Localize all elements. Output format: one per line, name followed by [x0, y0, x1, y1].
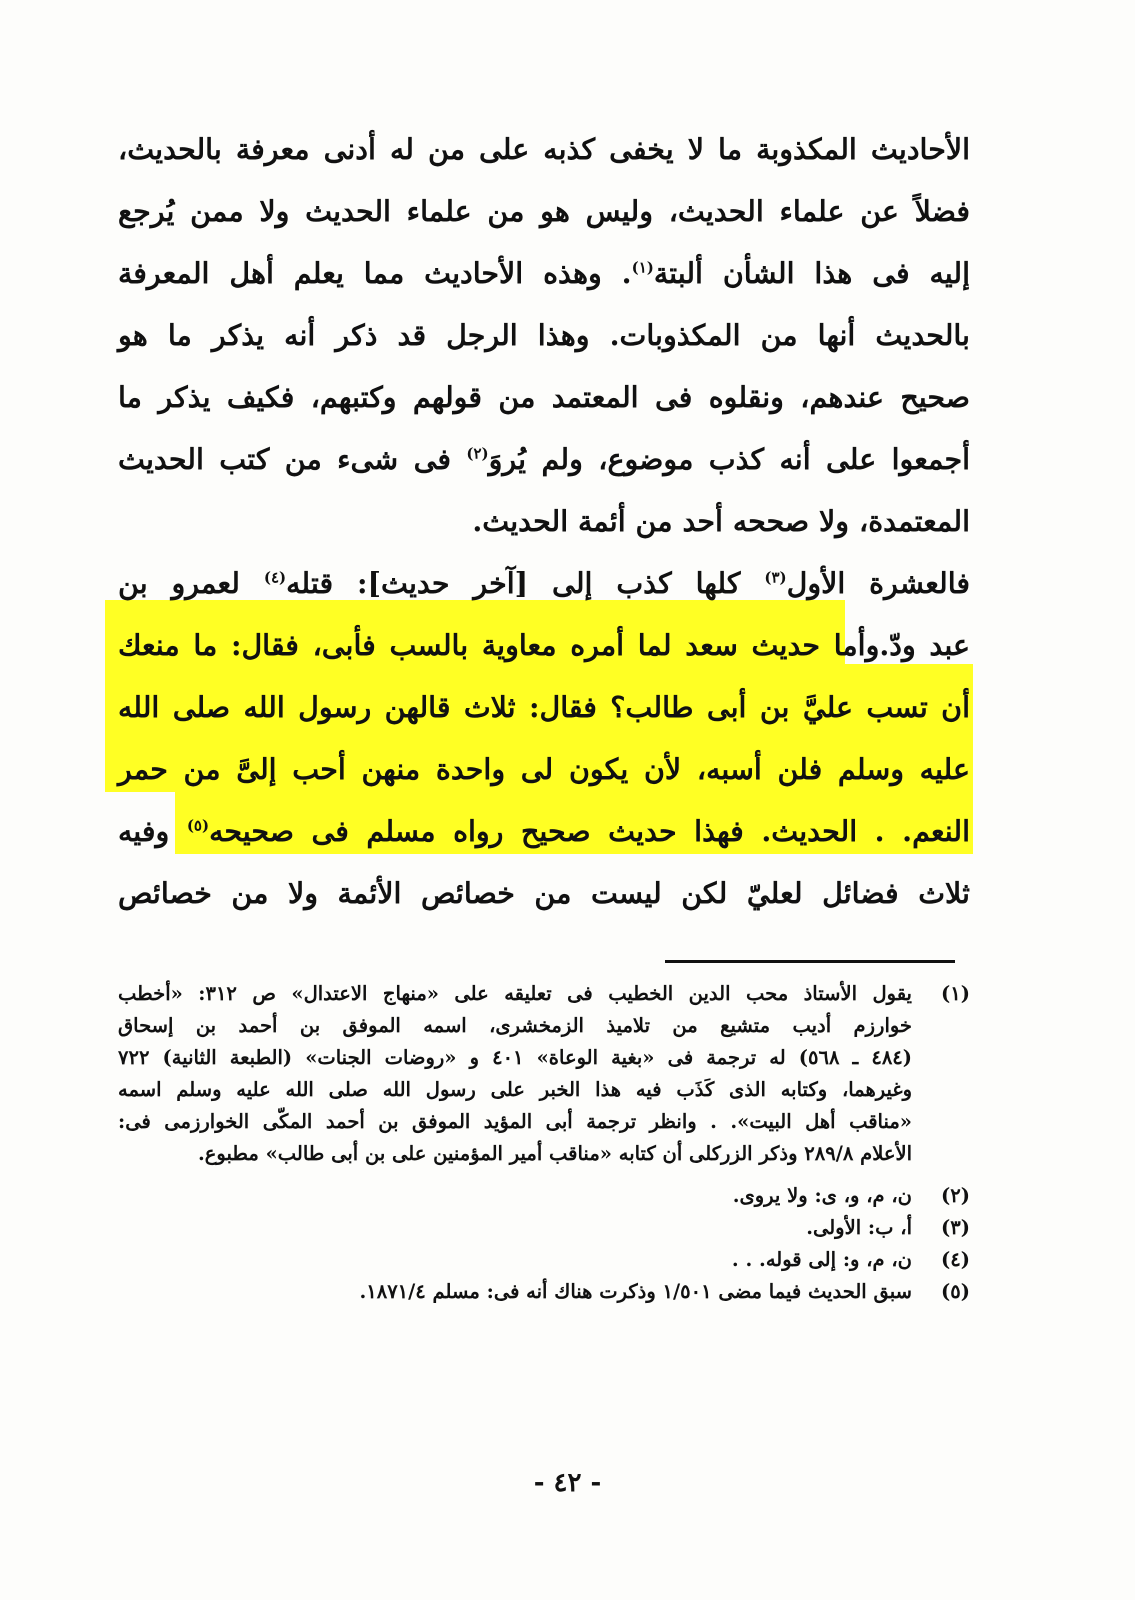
page-number: - ٤٢ -: [533, 1468, 602, 1498]
highlighted-text: وأما حديث سعد لما أمره معاوية بالسب فأبى، فقال: ما منعك: [118, 628, 880, 662]
footnote-2: (٢) ن، م، و، ى: ولا يروى.: [118, 1180, 970, 1212]
footnote-separator: [665, 960, 955, 963]
highlighted-text: النعم. . الحديث. فهذا حديث صحيح رواه مسلم فى صحيحه: [209, 814, 970, 848]
text-line: [118, 738, 970, 800]
text-line: فضلاً عن علماء الحديث، وليس هو من علماء الحديث ولا ممن يُرجع: [118, 194, 970, 228]
footnote-number: (٣): [941, 1216, 970, 1239]
footnote-number: (٥): [941, 1280, 970, 1303]
footnote-number: (١): [941, 982, 970, 1005]
footnote-ref: (٤): [263, 568, 287, 587]
footnote-5: (٥) سبق الحديث فيما مضى ١/٥٠١ وذكرت هناك أنه فى: مسلم ١٨٧١/٤.: [118, 1276, 970, 1308]
highlighted-text: أن تسب عليَّ بن أبى طالب؟ فقال: ثلاث قالهن رسول الله صلى الله: [118, 690, 970, 724]
highlighted-text: عليه وسلم فلن أسبه، لأن يكون لى واحدة منهن أحب إلىَّ من حمر: [118, 752, 970, 786]
text-line: فالعشرة الأول$^{(٣)}$ كلها كذب إلى [آخر حديث]: قتله$^{(٤)}$ لعمرو بن: [118, 566, 971, 600]
text-line: الأحاديث المكذوبة ما لا يخفى كذبه على من له أدنى معرفة بالحديث،: [118, 132, 970, 166]
text-line: ثلاث فضائل لعليّ لكن ليست من خصائص الأئمة ولا من خصائص: [118, 876, 970, 910]
footnotes: [118, 978, 970, 1308]
footnote-ref: (٣): [764, 568, 787, 587]
footnote-1: (١) يقول الأستاذ محب الدين الخطيب فى تعليقه على «منهاج الاعتدال» ص ٣١٢: «أخطب خوارزم أديب متشيع من تلاميذ الزمخشرى، اسمه الموفق بن أحمد بن إسحاق (٤٨٤ ـ ٥٦٨) له ترجمة فى «بغية الوعاة» ٤٠١ و «روضات الجنات» (الطبعة الثانية) ٧٢٢ وغيرهما، وكتابه الذى كَذَب فيه هذا الخبر على رسول الله صلى الله عليه وسلم اسمه «مناقب أهل البيت». . وانظر ترجمة أبى المؤيد الموفق بن أحمد المكّى الخوارزمى فى: الأعلام ٢٨٩/٨ وذكر الزركلى أن كتابه «مناقب أمير المؤمنين على بن أبى طالب» مطبوع.: [118, 978, 970, 1170]
footnote-number: (٤): [941, 1248, 970, 1271]
body-text: [118, 118, 970, 924]
footnote-number: (٢): [941, 1184, 970, 1207]
footnote-ref: (٢): [466, 444, 489, 463]
footnote-ref: (٥): [186, 816, 210, 835]
text-line: صحيح عندهم، ونقلوه فى المعتمد من قولهم وكتبهم، فكيف يذكر ما: [118, 380, 970, 414]
text-line: [118, 676, 970, 738]
text-line: النعم. . الحديث. فهذا حديث صحيح رواه مسلم فى صحيحه$^{(٥)}$ وفيه: [118, 814, 970, 848]
text-line: أجمعوا على أنه كذب موضوع، ولم يُروَ$^{(٢)}$ فى شىء من كتب الحديث: [118, 442, 971, 476]
text-line: بالحديث أنها من المكذوبات. وهذا الرجل قد ذكر أنه يذكر ما هو: [118, 318, 970, 352]
footnote-ref: (١): [631, 258, 654, 277]
footnote-4: (٤) ن، م، و: إلى قوله. . .: [118, 1244, 970, 1276]
footnote-3: (٣) أ، ب: الأولى.: [118, 1212, 970, 1244]
text-line: إليه فى هذا الشأن ألبتة$^{(١)}$. وهذه الأحاديث مما يعلم أهل المعرفة: [118, 256, 970, 290]
text-line: المعتمدة، ولا صححه أحد من أئمة الحديث.: [472, 504, 970, 538]
text-line: عبد ودّ.وأما حديث سعد لما أمره معاوية بالسب فأبى، فقال: ما منعك: [118, 628, 970, 662]
